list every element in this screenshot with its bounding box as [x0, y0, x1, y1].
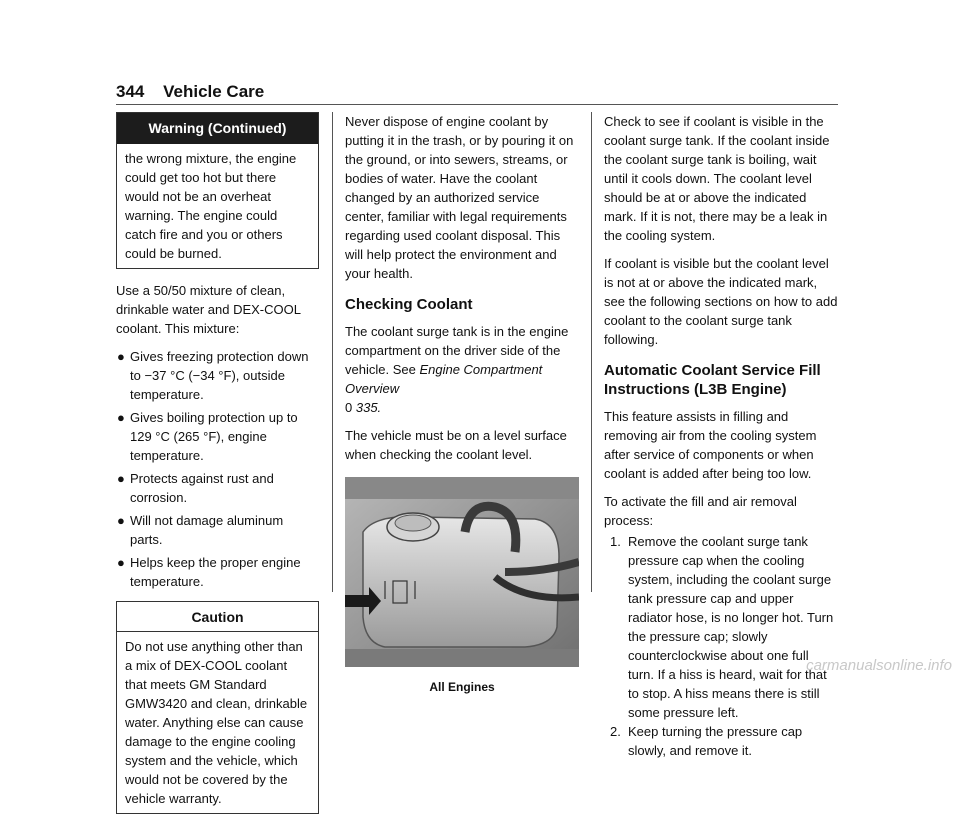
bullet-icon: ●	[117, 513, 125, 528]
list-item: ● Helps keep the proper engine temperature.	[117, 555, 301, 589]
mixture-bullet-list	[116, 347, 319, 591]
page-ref-icon: 0	[345, 400, 353, 415]
engine-bay-top	[345, 477, 579, 499]
caution-box	[116, 601, 319, 814]
page-header	[116, 82, 264, 102]
feature-paragraph: This feature assists in filling and removing air from the cooling system after service of components or when coolant is added after being too low.	[604, 409, 817, 481]
list-item: ● Protects against rust and corrosion.	[117, 471, 274, 505]
bullet-icon: ●	[117, 349, 125, 364]
activate-paragraph: To activate the fill and air removal process:	[604, 494, 797, 528]
engine-bay-bottom	[345, 649, 579, 667]
column-divider	[332, 112, 333, 592]
column-divider	[591, 112, 592, 592]
section-title: Vehicle Care	[163, 82, 265, 101]
column-3	[604, 112, 838, 760]
coolant-tank-photo	[345, 477, 579, 667]
bullet-icon: ●	[117, 555, 125, 570]
cross-reference-link[interactable]: Engine Compartment Overview	[345, 362, 543, 396]
fill-steps-list	[604, 532, 838, 760]
checking-coolant-heading: Checking Coolant	[345, 296, 473, 313]
coolant-level-paragraph: If coolant is visible but the coolant level is not at or above the indicated mark, see the following sections on how to add coolant to the coolant surge tank following.	[604, 256, 838, 347]
figure-caption: All Engines	[429, 680, 495, 694]
column-2	[345, 112, 579, 697]
bullet-icon: ●	[117, 471, 125, 486]
auto-fill-heading: Automatic Coolant Service Fill Instructions (L3B Engine)	[604, 362, 821, 398]
caution-title: Caution	[117, 602, 318, 632]
list-item: 1. Remove the coolant surge tank pressure cap when the cooling system, including the coolant surge tank pressure cap and upper radiator hose, is no longer hot. Turn the pressure cap; slowly counterclockwise about one full turn. If a hiss is heard, wait for that to stop. A hiss means there is still some pressure left.	[610, 534, 834, 720]
watermark: carmanualsonline.info	[806, 657, 952, 674]
coolant-visible-paragraph: Check to see if coolant is visible in the coolant surge tank. If the coolant inside the coolant surge tank is boiling, wait until it cools down. The coolant level should be at or above the indicated mark. If it is not, there may be a leak in the cooling system.	[604, 114, 830, 243]
column-1	[116, 112, 319, 826]
header-rule	[116, 104, 838, 105]
bullet-icon: ●	[117, 410, 125, 425]
list-item: ● Gives freezing protection down to −37 °C (−34 °F), outside temperature.	[117, 349, 309, 402]
page-number: 344	[116, 82, 145, 101]
level-surface-paragraph: The vehicle must be on a level surface when checking the coolant level.	[345, 428, 567, 462]
list-item: ● Will not damage aluminum parts.	[117, 513, 284, 547]
disposal-paragraph: Never dispose of engine coolant by putting it in the trash, or by pouring it on the ground, or into sewers, streams, or bodies of water. Have the coolant changed by an authorized service center, familiar with legal requirements regarding used coolant disposal. This will help protect the environment and your health.	[345, 114, 574, 281]
list-item: 2. Keep turning the pressure cap slowly, and remove it.	[610, 724, 803, 758]
warning-text: the wrong mixture, the engine could get too hot but there would not be an overheat warning. The engine could catch fire and you or others could be burned.	[125, 151, 297, 261]
mixture-intro: Use a 50/50 mixture of clean, drinkable water and DEX-COOL coolant. This mixture:	[116, 283, 301, 336]
pressure-cap-top	[395, 515, 431, 531]
page-reference[interactable]: 0 335.	[345, 400, 382, 415]
warning-box	[116, 112, 319, 269]
warning-title: Warning (Continued)	[117, 113, 318, 144]
surge-tank-paragraph: The coolant surge tank is in the engine compartment on the driver side of the vehicle. See Engine Compartment Overview 0 335.	[345, 322, 579, 417]
caution-text: Do not use anything other than a mix of DEX-COOL coolant that meets GM Standard GMW3420 and clean, drinkable water. Anything else can cause damage to the engine cooling system and the vehicle, which would not be covered by the vehicle warranty.	[125, 639, 308, 806]
list-item: ● Gives boiling protection up to 129 °C (265 °F), engine temperature.	[117, 410, 298, 463]
